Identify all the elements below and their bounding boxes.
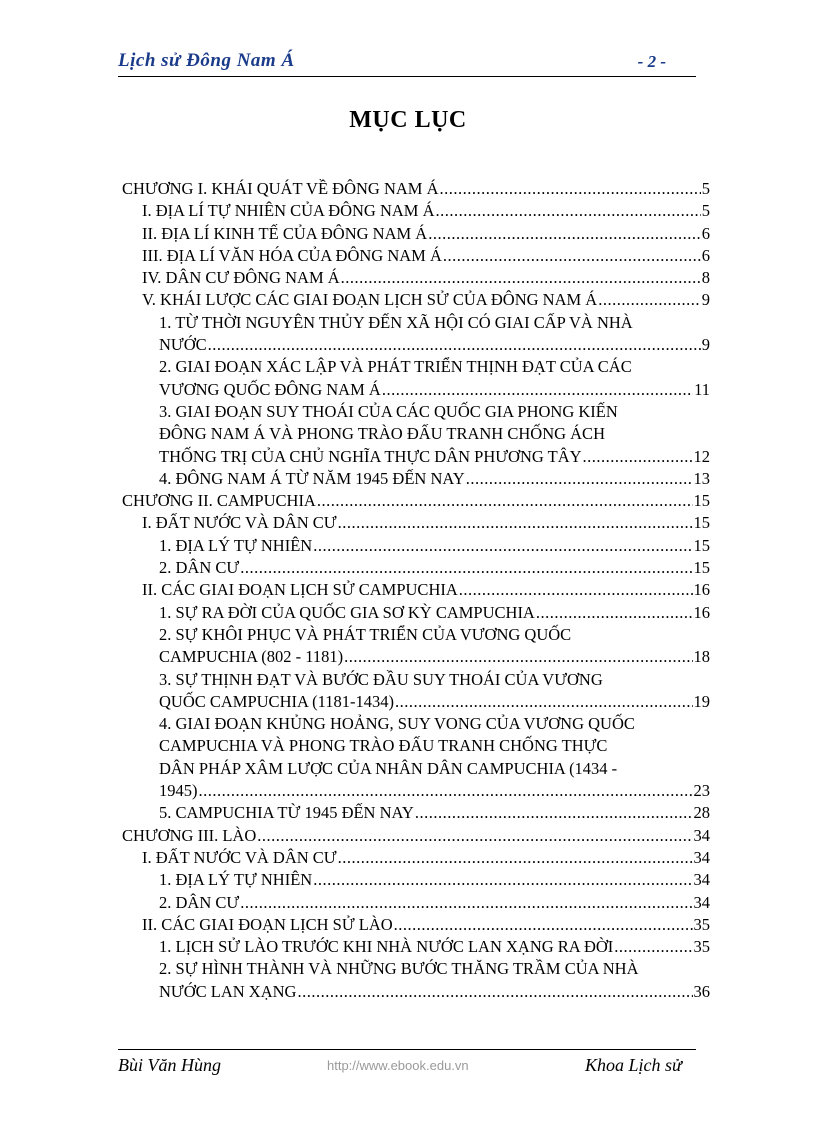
toc-entry-text: CAMPUCHIA (802 - 1181): [159, 647, 344, 667]
toc-dot-leader: [313, 535, 692, 557]
toc-entry[interactable]: [122, 936, 710, 958]
toc-entry-row: [159, 646, 710, 668]
toc-entry-text: II. CÁC GIAI ĐOẠN LỊCH SỬ LÀO: [142, 914, 393, 934]
toc-entry-row: [159, 780, 710, 802]
toc-page-number: 5: [701, 201, 710, 221]
page-header: [118, 50, 696, 78]
toc-entry-row: [159, 379, 710, 401]
toc-entry[interactable]: [122, 245, 710, 267]
toc-dot-leader: [466, 468, 693, 490]
toc-entry-text: 2. SỰ KHÔI PHỤC VÀ PHÁT TRIỂN CỦA VƯƠNG QUỐC: [159, 624, 572, 644]
toc-dot-leader: [394, 914, 693, 936]
toc-entry-row: [159, 981, 710, 1003]
toc-entry-text: 3. SỰ THỊNH ĐẠT VÀ BƯỚC ĐẦU SUY THOÁI CỦA VƯƠNG: [159, 669, 603, 689]
toc-entry-text: 1945): [159, 781, 198, 801]
toc-entry[interactable]: [122, 356, 710, 401]
toc-dot-leader: [536, 602, 693, 624]
toc-entry-text: 1. ĐỊA LÝ TỰ NHIÊN: [159, 535, 313, 555]
toc-entry-text: CHƯƠNG I. KHÁI QUÁT VỀ ĐÔNG NAM Á: [122, 179, 439, 198]
toc-page-number: 12: [693, 446, 710, 466]
toc-page-number: 18: [693, 647, 710, 667]
toc-entry[interactable]: [122, 669, 710, 714]
toc-dot-leader: [208, 334, 701, 356]
toc-page-number: 15: [693, 558, 710, 578]
toc-entry-text: III. ĐỊA LÍ VĂN HÓA CỦA ĐÔNG NAM Á: [142, 245, 442, 265]
toc-page-number: 34: [693, 847, 710, 867]
toc-entry-text: 5. CAMPUCHIA TỪ 1945 ĐẾN NAY: [159, 803, 414, 823]
toc-dot-leader: [344, 646, 692, 668]
toc-entry-text: DÂN PHÁP XÂM LƯỢC CỦA NHÂN DÂN CAMPUCHIA (1434 -: [159, 758, 618, 778]
toc-entry-row: [159, 334, 710, 356]
toc-entry-row: [142, 223, 710, 245]
toc-entry-row: [142, 914, 710, 936]
document-title: MỤC LỤC: [349, 107, 467, 133]
toc-entry[interactable]: [122, 200, 710, 222]
toc-page-number: 9: [701, 290, 710, 310]
toc-dot-leader: [583, 446, 693, 468]
toc-page-number: 16: [693, 580, 710, 600]
toc-entry-row: [159, 869, 710, 891]
toc-entry[interactable]: [122, 624, 710, 669]
toc-dot-leader: [415, 802, 693, 824]
toc-entry-text: 1. SỰ RA ĐỜI CỦA QUỐC GIA SƠ KỲ CAMPUCHIA: [159, 602, 535, 622]
toc-entry-row: [122, 490, 710, 512]
toc-dot-leader: [382, 379, 693, 401]
toc-entry[interactable]: [122, 579, 710, 601]
toc-entry[interactable]: [122, 267, 710, 289]
toc-entry[interactable]: [122, 847, 710, 869]
toc-entry[interactable]: [122, 401, 710, 468]
toc-entry[interactable]: [122, 602, 710, 624]
toc-entry-row: [142, 267, 710, 289]
toc-entry[interactable]: [122, 713, 710, 802]
toc-entry-row: [159, 602, 710, 624]
toc-entry-row: [159, 468, 710, 490]
toc-dot-leader: [436, 200, 701, 222]
toc-page-number: 15: [693, 513, 710, 533]
toc-dot-leader: [338, 512, 693, 534]
toc-entry[interactable]: [122, 557, 710, 579]
toc-dot-leader: [341, 267, 701, 289]
toc-entry-text: NƯỚC LAN XẠNG: [159, 981, 297, 1001]
toc-entry-row: [122, 825, 710, 847]
toc-page-number: 9: [701, 335, 710, 355]
toc-entry[interactable]: [122, 289, 710, 311]
toc-entry-text: CAMPUCHIA VÀ PHONG TRÀO ĐẤU TRANH CHỐNG THỰC: [159, 736, 608, 756]
toc-entry-row: [159, 557, 710, 579]
toc-dot-leader: [257, 825, 692, 847]
toc-entry-row: [159, 535, 710, 557]
header-title: Lịch sử Đông Nam Á: [118, 50, 295, 71]
toc-entry[interactable]: [122, 869, 710, 891]
toc-dot-leader: [440, 178, 701, 200]
toc-entry[interactable]: [122, 468, 710, 490]
toc-page-number: 19: [693, 691, 710, 711]
toc-entry-text: 2. SỰ HÌNH THÀNH VÀ NHỮNG BƯỚC THĂNG TRẦM CỦA NHÀ: [159, 959, 639, 979]
toc-entry-text: IV. DÂN CƯ ĐÔNG NAM Á: [142, 268, 340, 288]
toc-entry-text: II. ĐỊA LÍ KINH TẾ CỦA ĐÔNG NAM Á: [142, 223, 428, 243]
toc-entry[interactable]: [122, 914, 710, 936]
toc-entry-row: [159, 691, 710, 713]
toc-entry-text: 1. TỪ THỜI NGUYÊN THỦY ĐẾN XÃ HỘI CÓ GIAI CẤP VÀ NHÀ: [159, 312, 633, 332]
toc-entry-row: [122, 178, 710, 200]
toc-entry-text: 1. ĐỊA LÝ TỰ NHIÊN: [159, 870, 313, 890]
toc-entry-row: [142, 512, 710, 534]
toc-page-number: 15: [693, 535, 710, 555]
toc-entry-text: ĐÔNG NAM Á VÀ PHONG TRÀO ĐẤU TRANH CHỐNG ÁCH: [159, 424, 605, 444]
toc-entry-text: I. ĐẤT NƯỚC VÀ DÂN CƯ: [142, 847, 337, 867]
toc-page-number: 23: [693, 781, 710, 801]
toc-entry-text: 4. ĐÔNG NAM Á TỪ NĂM 1945 ĐẾN NAY: [159, 468, 465, 488]
footer-url[interactable]: http://www.ebook.edu.vn: [327, 1058, 469, 1073]
toc-entry-text: 3. GIAI ĐOẠN SUY THOÁI CỦA CÁC QUỐC GIA PHONG KIẾN: [159, 401, 618, 421]
header-divider: [118, 76, 696, 77]
toc-entry-text: NƯỚC: [159, 335, 207, 355]
toc-dot-leader: [199, 780, 693, 802]
toc-entry[interactable]: [122, 312, 710, 357]
header-page-number: - 2 -: [637, 52, 666, 71]
toc-entry-text: 2. DÂN CƯ: [159, 558, 240, 578]
toc-entry[interactable]: [122, 512, 710, 534]
footer-divider: [118, 1049, 696, 1050]
toc-dot-leader: [317, 490, 693, 512]
toc-dot-leader: [614, 936, 692, 958]
toc-entry-text: 1. LỊCH SỬ LÀO TRƯỚC KHI NHÀ NƯỚC LAN XẠNG RA ĐỜI: [159, 937, 614, 957]
toc-entry-text: CHƯƠNG II. CAMPUCHIA: [122, 491, 316, 511]
toc-page-number: 11: [694, 379, 710, 399]
toc-entry-text: CHƯƠNG III. LÀO: [122, 825, 257, 845]
table-of-contents: [122, 178, 710, 1003]
toc-entry-text: 2. DÂN CƯ: [159, 892, 240, 912]
toc-entry-text: 4. GIAI ĐOẠN KHỦNG HOẢNG, SUY VONG CỦA VƯƠNG QUỐC: [159, 714, 635, 734]
toc-entry[interactable]: [122, 490, 710, 512]
toc-entry-row: [142, 847, 710, 869]
toc-entry-text: THỐNG TRỊ CỦA CHỦ NGHĨA THỰC DÂN PHƯƠNG TÂY: [159, 446, 582, 466]
toc-page-number: 34: [693, 892, 710, 912]
toc-entry-row: [159, 892, 710, 914]
toc-page-number: 35: [693, 914, 710, 934]
toc-dot-leader: [395, 691, 693, 713]
toc-dot-leader: [297, 981, 692, 1003]
toc-page-number: 35: [693, 937, 710, 957]
toc-entry-text: I. ĐỊA LÍ TỰ NHIÊN CỦA ĐÔNG NAM Á: [142, 201, 435, 221]
toc-dot-leader: [598, 289, 701, 311]
toc-dot-leader: [338, 847, 693, 869]
toc-dot-leader: [428, 223, 701, 245]
footer-department: Khoa Lịch sử: [585, 1055, 682, 1075]
toc-entry[interactable]: [122, 892, 710, 914]
toc-entry-text: VƯƠNG QUỐC ĐÔNG NAM Á: [159, 379, 381, 399]
toc-entry-text: V. KHÁI LƯỢC CÁC GIAI ĐOẠN LỊCH SỬ CỦA ĐÔNG NAM Á: [142, 290, 598, 310]
toc-dot-leader: [240, 892, 692, 914]
toc-entry[interactable]: [122, 802, 710, 824]
toc-page-number: 34: [693, 825, 710, 845]
toc-entry[interactable]: [122, 223, 710, 245]
toc-dot-leader: [313, 869, 692, 891]
toc-entry[interactable]: [122, 178, 710, 200]
toc-dot-leader: [443, 245, 701, 267]
toc-page-number: 5: [701, 179, 710, 198]
toc-entry-row: [159, 802, 710, 824]
toc-page-number: 28: [693, 803, 710, 823]
toc-page-number: 16: [693, 602, 710, 622]
toc-dot-leader: [240, 557, 692, 579]
toc-entry[interactable]: [122, 535, 710, 557]
toc-dot-leader: [459, 579, 693, 601]
toc-entry-text: QUỐC CAMPUCHIA (1181-1434): [159, 691, 394, 711]
toc-entry-row: [159, 936, 710, 958]
toc-entry-text: II. CÁC GIAI ĐOẠN LỊCH SỬ CAMPUCHIA: [142, 580, 458, 600]
toc-entry-row: [142, 200, 710, 222]
toc-page-number: 15: [693, 491, 710, 511]
toc-entry-text: I. ĐẤT NƯỚC VÀ DÂN CƯ: [142, 513, 337, 533]
toc-entry-row: [142, 579, 710, 601]
toc-page-number: 36: [693, 981, 710, 1001]
toc-entry[interactable]: [122, 958, 710, 1003]
toc-page-number: 34: [693, 870, 710, 890]
toc-entry-row: [142, 245, 710, 267]
toc-page-number: 6: [701, 223, 710, 243]
toc-entry-text: 2. GIAI ĐOẠN XÁC LẬP VÀ PHÁT TRIỂN THỊNH ĐẠT CỦA CÁC: [159, 357, 632, 377]
toc-entry-row: [159, 446, 710, 468]
toc-entry[interactable]: [122, 825, 710, 847]
toc-page-number: 8: [701, 268, 710, 288]
footer-author: Bùi Văn Hùng: [118, 1055, 221, 1075]
toc-entry-row: [142, 289, 710, 311]
toc-page-number: 13: [693, 468, 710, 488]
toc-page-number: 6: [701, 245, 710, 265]
